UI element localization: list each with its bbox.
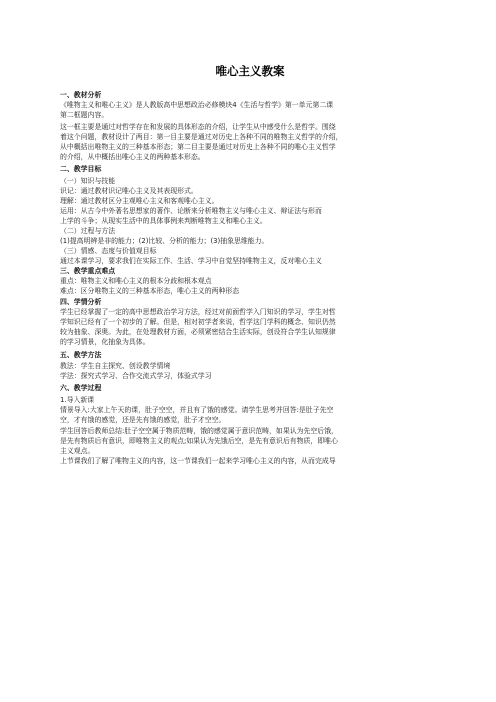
body-line: 《唯物主义和唯心主义》是人教版高中思想政治必修模块4《生活与哲学》第一单元第二课 <box>60 101 334 109</box>
body-line: 理解：通过教材区分主观唯心主义和客观唯心主义。 <box>60 197 219 205</box>
body-line: 上节课我们了解了唯物主义的内容，这一节课我们一起来学习唯心主义的内容，从而完成导 <box>60 457 336 465</box>
body-line: 重点：唯物主义和唯心主义的根本分歧和根本观点 <box>60 277 212 285</box>
body-line: 主义观点。 <box>60 447 95 455</box>
body-line: 是先有物质后有意识，即唯物主义的观点;如果认为先饿后空，是先有意识后有物质，即唯心 <box>60 437 338 445</box>
body-line: 第二框题内容。 <box>60 111 109 119</box>
body-line: 这一框主要是通过对哲学存在和发展的具体形态的介绍，让学生从中感受什么是哲学。围绕 <box>60 123 336 131</box>
body-line: 学生已经掌握了一定的高中思想政治学习方法，经过对前面哲学入门知识的学习，学生对哲 <box>60 308 336 316</box>
body-line: （二）过程与方法 <box>60 227 116 235</box>
section-heading: 五、教学方法 <box>60 351 102 359</box>
body-line: 学生回答后教师总结:肚子空空属于物质范畴，饿的感觉属于意识范畴，如果认为先空后饿， <box>60 427 338 435</box>
body-line: 空，才有饿的感觉，还是先有饿的感觉，肚子才空空。 <box>60 416 226 424</box>
body-line: (1)提高明辨是非的能力；(2)比较、分析的能力；(3)抽象思维能力。 <box>60 237 269 245</box>
section-heading: 四、学情分析 <box>60 298 102 306</box>
body-line: 1.导入新课 <box>60 396 95 404</box>
body-line: 上学的斗争；从现实生活中的具体事例来判断唯物主义和唯心主义。 <box>60 217 267 225</box>
body-line: （三）情感、态度与价值观目标 <box>60 247 157 255</box>
page-title: 唯心主义教案 <box>215 64 285 78</box>
section-heading: 三、教学重点难点 <box>60 267 116 275</box>
body-line: 的介绍，从中概括出唯心主义的两种基本形态。 <box>60 153 205 161</box>
body-line: 从中概括出唯物主义的三种基本形态；第二目主要是通过对历史上各种不同的唯心主义哲学 <box>60 143 336 151</box>
section-heading: 六、教学过程 <box>60 384 102 392</box>
body-line: 教法：学生自主探究、创设教学情境 <box>60 362 171 370</box>
body-line: 通过本课学习，要求我们在实际工作、生活、学习中自觉坚持唯物主义，反对唯心主义 <box>60 257 322 265</box>
body-line: 学知识已经有了一个初步的了解。但是，相对初学者来说，哲学这门学科的概念、知识仍然 <box>60 318 336 326</box>
body-line: 难点：区分唯物主义的三种基本形态，唯心主义的两种形态 <box>60 287 240 295</box>
body-line: 运用：从古今中外著名思想家的著作、论断来分析唯物主义与唯心主义、辩证法与形而 <box>60 207 322 215</box>
section-heading: 一、教材分析 <box>60 91 102 99</box>
body-line: 学法：探究式学习、合作交流式学习，体验式学习 <box>60 372 212 380</box>
body-line: 的学习情景，化抽象为具体。 <box>60 338 150 346</box>
body-line: 情景导入:大家上午天的课，肚子空空，并且有了饿的感觉。请学生思考并回答:是肚子先空 <box>60 406 334 414</box>
body-line: 识记：通过教材识记唯心主义及其表现形式。 <box>60 187 198 195</box>
body-line: 较为抽象、深奥。为此，在处理教材方面，必须紧密结合生活实际，创设符合学生认知规律 <box>60 328 336 336</box>
body-line: 着这个问题，教材设计了两目：第一目主要是通过对历史上各种不同的唯物主义哲学的介绍， <box>60 133 343 141</box>
section-heading: 二、教学目标 <box>60 165 102 173</box>
body-line: （一）知识与技能 <box>60 177 116 185</box>
